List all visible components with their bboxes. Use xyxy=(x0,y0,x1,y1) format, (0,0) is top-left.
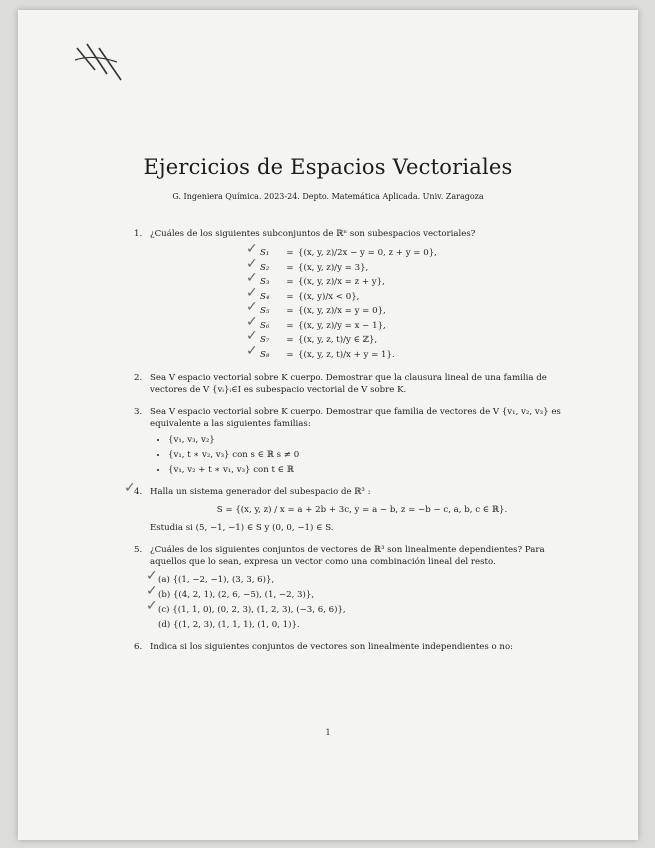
option-item: ✓ (a) {(1, −2, −1), (3, 3, 6)}, xyxy=(146,568,275,585)
subspace-formula: S = {(x, y, z) / x = a + 2b + 3c, y = a − b, z = −b − c, a, b, c ∈ ℝ}. xyxy=(216,505,508,515)
option-item: ✓ (c) {(1, 1, 0), (0, 2, 3), (1, 2, 3), (−3, 6, 6)}, xyxy=(146,598,346,615)
set-row: ✓ S₄ = {(x, y)/x < 0}, xyxy=(246,284,360,302)
option-list xyxy=(146,568,574,631)
family-list xyxy=(154,434,574,476)
check-mark-icon: ✓ xyxy=(246,313,258,330)
exercise-text: Indica si los siguientes conjuntos de vectores son linealmente independientes o no: xyxy=(150,642,514,652)
exercise-subtask: Estudia si (5, −1, −1) ∈ S y (0, 0, −1) ∈ S. xyxy=(150,523,334,533)
check-mark-icon: ✓ xyxy=(146,583,158,599)
exercise-number: 1. xyxy=(134,229,143,239)
check-mark-icon: ✓ xyxy=(146,568,158,584)
document-title: Ejercicios de Espacios Vectoriales xyxy=(143,155,513,179)
exercise-number: 2. xyxy=(134,373,143,383)
set-row: ✓ S₂ = {(x, y, z)/y = 3}, xyxy=(246,255,369,273)
set-row: ✓ S₁ = {(x, y, z)/2x − y = 0, z + y = 0}, xyxy=(246,241,437,259)
document-subtitle: G. Ingeniera Química. 2023-24. Depto. Matemática Aplicada. Univ. Zaragoza xyxy=(172,192,484,201)
handwritten-mark xyxy=(73,40,133,85)
list-item: • {v₁, v₂ + t ∗ v₁, v₃} con t ∈ ℝ xyxy=(168,464,574,476)
check-mark-icon: ✓ xyxy=(246,241,258,257)
list-item: • {v₁, t ∗ v₂, v₃} con s ∈ ℝ s ≠ 0 xyxy=(168,449,574,461)
check-mark-icon: ✓ xyxy=(146,598,158,614)
check-mark-icon: ✓ xyxy=(124,480,136,496)
exercise-number: 3. xyxy=(134,407,143,417)
set-row: ✓ S₆ = {(x, y, z)/y = x − 1}, xyxy=(246,313,386,331)
exercise-number: 6. xyxy=(134,642,143,652)
set-row: ✓ S₇ = {(x, y, z, t)/y ∈ ℤ}, xyxy=(246,328,378,346)
exercise-number: 5. xyxy=(134,545,143,555)
option-item: ✓ (b) {(4, 2, 1), (2, 6, −5), (1, −2, 3)}, xyxy=(146,583,315,600)
check-mark-icon: ✓ xyxy=(246,328,258,344)
check-mark-icon: ✓ xyxy=(246,299,258,315)
set-row: ✓ S₈ = {(x, y, z, t)/x + y = 1}. xyxy=(246,342,395,360)
document-page xyxy=(18,10,638,840)
exercise-text: ¿Cuáles de los siguientes conjuntos de vectores de ℝ³ son linealmente dependientes? Para aquellos que lo sean, expresa un vector como una combinación lineal del resto. xyxy=(150,545,545,567)
check-mark-icon: ✓ xyxy=(246,284,258,301)
exercise-6 xyxy=(134,641,574,653)
exercise-text: Sea V espacio vectorial sobre K cuerpo. Demostrar que familia de vectores de V {v₁, v₂, v₃} es equivalente a las siguientes familias: xyxy=(150,407,561,429)
exercise-4 xyxy=(124,480,574,534)
exercise-3 xyxy=(134,406,574,476)
exercise-1 xyxy=(134,228,574,362)
option-item: (d) {(1, 2, 3), (1, 1, 1), (1, 0, 1)}. xyxy=(158,620,300,630)
exercise-list xyxy=(124,228,574,663)
set-list xyxy=(246,241,574,362)
exercise-2 xyxy=(134,372,574,396)
exercise-number: 4. xyxy=(134,487,143,497)
page-number: 1 xyxy=(325,728,331,737)
exercise-text: Halla un sistema generador del subespacio de ℝ³ : xyxy=(150,487,371,497)
exercise-text: ¿Cuáles de los siguientes subconjuntos de ℝⁿ son subespacios vectoriales? xyxy=(150,229,476,239)
list-item: • {v₁, v₃, v₂} xyxy=(168,434,574,446)
check-mark-icon: ✓ xyxy=(246,270,258,286)
exercise-5 xyxy=(134,544,574,631)
exercise-text: Sea V espacio vectorial sobre K cuerpo. Demostrar que la clausura lineal de una familia de vectores de V {vᵢ}ᵢ∈I es subespacio vectorial de V sobre K. xyxy=(150,373,547,395)
check-mark-icon: ✓ xyxy=(246,255,258,272)
set-row: ✓ S₃ = {(x, y, z)/x = z + y}, xyxy=(246,270,385,288)
set-row: ✓ S₅ = {(x, y, z)/x = y = 0}, xyxy=(246,299,386,317)
check-mark-icon: ✓ xyxy=(246,342,258,359)
